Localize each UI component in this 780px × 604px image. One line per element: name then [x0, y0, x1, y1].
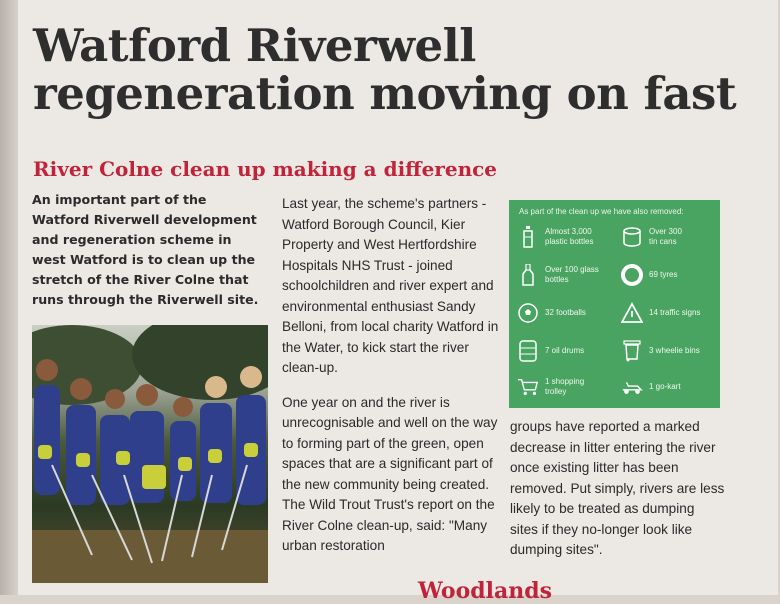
infobox-item: 1 go-kart: [621, 376, 681, 398]
body-paragraph: Last year, the scheme's partners - Watford Borough Council, Kier Property and West Hertfordshire Hospitals NHS Trust - joined schoolchildren and river expert and environmental enthusiast Sandy Belloni, from local charity Watford in the Water, to kick start the river clean-up.: [282, 196, 499, 375]
infobox-item: 1 shopping trolley: [517, 376, 593, 398]
infobox-item: 3 wheelie bins: [621, 340, 700, 362]
go-kart-icon: [621, 376, 643, 398]
traffic-sign-icon: [621, 302, 643, 324]
football-icon: [517, 302, 539, 324]
wheelie-bin-icon: [621, 340, 643, 362]
infobox-item: Over 300 tin cans: [621, 226, 689, 248]
body-paragraph: groups have reported a marked decrease in litter entering the river once existing litter has been removed. Put simply, rivers are less likely to be treated as dumping sites if they no-longer look like dumping sites".: [510, 419, 725, 557]
cleanup-infobox: [509, 200, 720, 408]
tin-can-icon: [621, 226, 643, 248]
glass-bottle-icon: [517, 264, 539, 286]
headline-line-1: Watford Riverwell: [33, 19, 476, 72]
infobox-heading: As part of the clean up we have also removed:: [519, 207, 684, 216]
body-column-3: [510, 417, 725, 575]
body-column-2: [282, 194, 500, 571]
plastic-bottle-icon: [517, 226, 539, 248]
page-gutter: [0, 0, 18, 595]
headline-line-2: regeneration moving on fast: [33, 67, 737, 120]
oil-drum-icon: [517, 340, 539, 362]
tyre-icon: [621, 264, 643, 286]
infobox-item: 32 footballs: [517, 302, 586, 324]
shopping-trolley-icon: [517, 376, 539, 398]
intro-paragraph: An important part of the Watford Riverwell development and regeneration scheme in west Watford is to clean up the stretch of the River Colne that runs through the Riverwell site.: [32, 192, 259, 307]
subtitle: River Colne clean up making a difference: [33, 157, 498, 181]
infobox-item: 7 oil drums: [517, 340, 584, 362]
infobox-item: Almost 3,000 plastic bottles: [517, 226, 607, 248]
body-paragraph: One year on and the river is unrecognisable and well on the way to forming part of the green, open spaces that are a significant part of the new community being created. The Wild Trout Trust's report on the River Colne clean-up, said: "Many urban restoration: [282, 394, 498, 553]
headline: [33, 19, 737, 120]
infobox-item: 69 tyres: [621, 264, 677, 286]
photo-children-litter-pick: [32, 325, 268, 583]
infobox-item: 14 traffic signs: [621, 302, 700, 324]
infobox-item: Over 100 glass bottles: [517, 264, 605, 286]
next-section-heading-partial: Woodlands: [418, 578, 553, 604]
